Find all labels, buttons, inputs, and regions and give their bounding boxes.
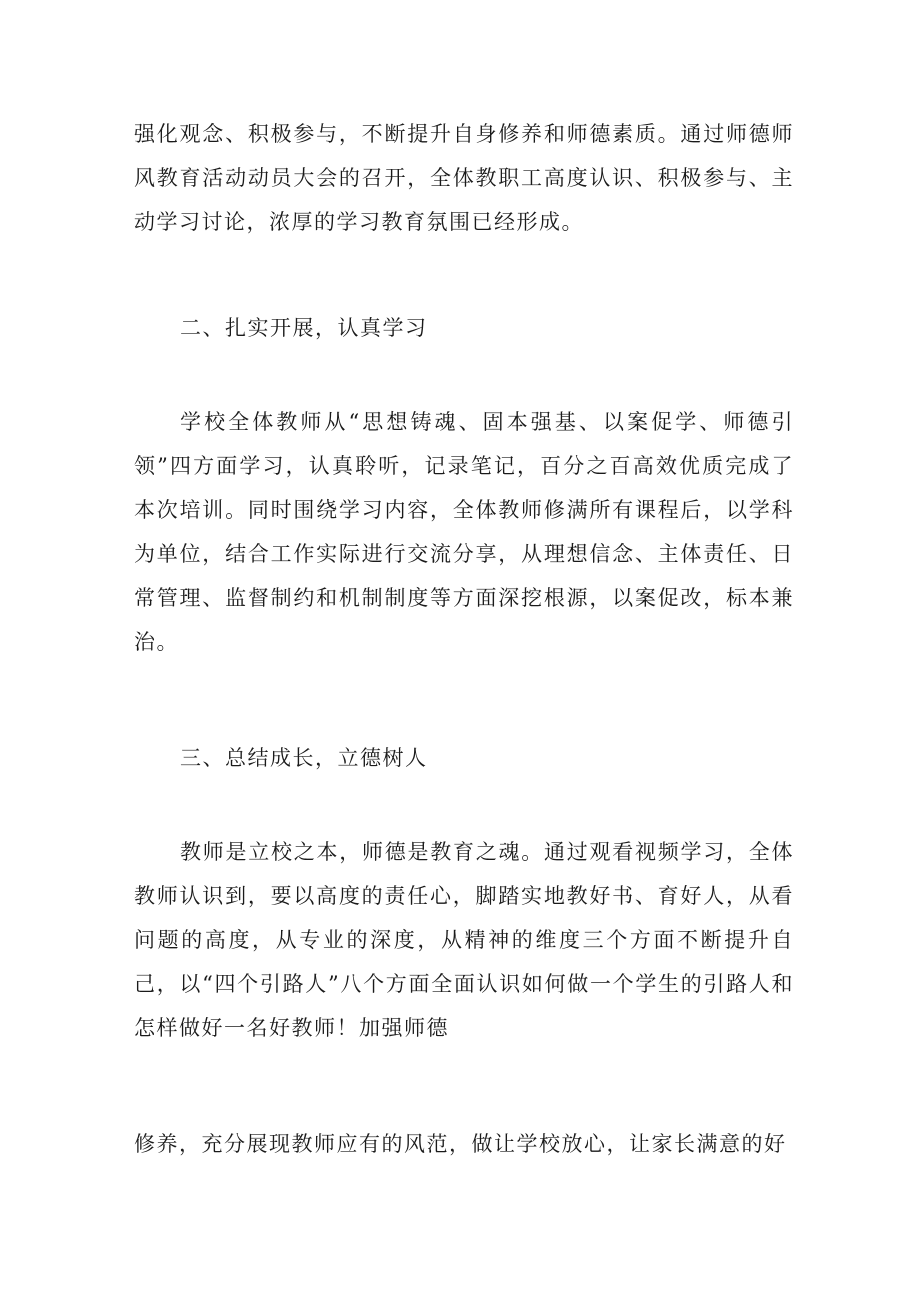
paragraph-continued-end: 修养，充分展现教师应有的风范，做让学校放心，让家长满意的好	[134, 1132, 787, 1156]
section-heading-3: 三、总结成长，立德树人	[180, 746, 428, 770]
paragraph-section-2: 学校全体教师从“思想铸魂、固本强基、以案促学、师德引领”四方面学习，认真聆听，记录笔记，百分之百高效优质完成了本次培训。同时围绕学习内容，全体教师修满所有课程后，以学科为单位，结合工作实际进行交流分享，从理想信念、主体责任、日常管理、监督制约和机制制度等方面深挖根源，以案促改，标本兼治。	[134, 410, 794, 654]
paragraph-continued: 强化观念、积极参与，不断提升自身修养和师德素质。通过师德师风教育活动动员大会的召开，全体教职工高度认识、积极参与、主动学习讨论，浓厚的学习教育氛围已经形成。	[134, 122, 794, 234]
paragraph-section-3: 教师是立校之本，师德是教育之魂。通过观看视频学习，全体教师认识到，要以高度的责任心，脚踏实地教好书、育好人，从看问题的高度，从专业的深度，从精神的维度三个方面不断提升自己，以“四个引路人”八个方面全面认识如何做一个学生的引路人和怎样做好一名好教师！加强师德	[134, 840, 794, 1040]
section-heading-2: 二、扎实开展，认真学习	[180, 316, 428, 340]
